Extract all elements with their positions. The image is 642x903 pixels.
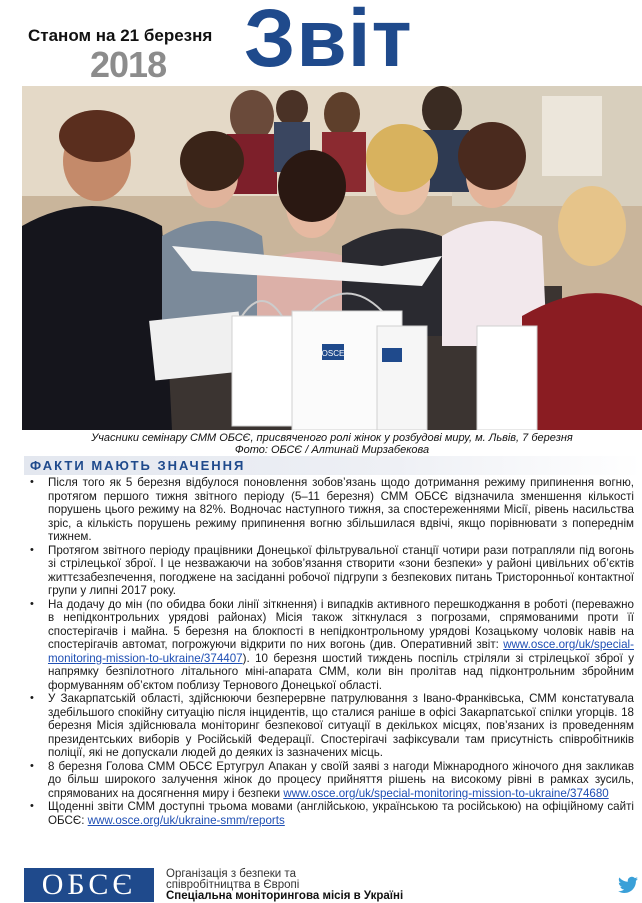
fact-text: Щоденні звіти СММ доступні трьома мовами (англійською, українською та російською) на офіційному сайті ОБСЄ: xyxy=(48,800,634,827)
facts-section-heading xyxy=(24,456,642,475)
fact-item xyxy=(24,544,634,598)
twitter-icon[interactable] xyxy=(618,876,638,894)
report-header xyxy=(0,0,642,86)
fact-text-continued: ). 10 березня шостий тиждень поспіль стріляли зі стрілецької зброї у напрямку безпілотного літального міні-апарата СММ, коли він пролітав над підконтрольним збройним формуванням об’єктом поблизу Тернового Донецької області. xyxy=(48,651,634,692)
report-year: 2018 xyxy=(90,44,167,85)
fact-text: На додачу до мін (по обидва боки лінії зіткнення) і випадків активного перешкоджання в роботі (переважно в непідконтрольних урядові районах) Місія також зіткнулася з погрозами, спрямованими проти її спостерігачів і майна. 5 березня на блокпості в непідконтрольному урядові Козацькому чоловік навів на спостерігачів автомат, погрожуючи відкрити по них вогонь (див. Оперативний звіт: xyxy=(48,597,634,651)
seminar-photo xyxy=(22,86,642,430)
statement-link[interactable]: www.osce.org/uk/special-monitoring-mission-to-ukraine/374680 xyxy=(283,786,609,800)
report-link[interactable]: www.osce.org/uk/special-monitoring-mission-to-ukraine/374407 xyxy=(48,638,634,665)
fact-text: 8 березня Голова СММ ОБСЄ Ертугрул Апакан у своїй заяві з нагоди Міжнародного жіночого дня закликав до більш широкого залучення жінок до процесу прийняття рішень на високому рівні в рамках зусиль, спрямованих на досягнення миру і безпеки xyxy=(48,759,634,800)
bullet-icon: • xyxy=(30,692,34,704)
reports-link[interactable]: www.osce.org/uk/ukraine-smm/reports xyxy=(87,813,285,827)
fact-item xyxy=(24,692,634,760)
report-title: Звіт xyxy=(244,0,413,84)
fact-text: Протягом звітного періоду працівники Донецької фільтрувальної станції чотири рази потрапляли під вогонь зі стрілецької зброї. І це незважаючи на зобов’язання створити «зони безпеки» у районі цивільних об’єктів життєзабезпечення, погоджене на засіданні робочої підгрупи з безпекових питань Тристоронньої контактної групи у липні 2017 року. xyxy=(48,543,634,597)
mission-name: Спеціальна моніторингова місія в Україні xyxy=(166,890,404,902)
status-date: Станом на 21 березня xyxy=(28,26,213,45)
fact-text: У Закарпатській області, здійснюючи безперервне патрулювання з Івано-Франківська, СММ констатувала здебільшого спокійну ситуацію після інцидентів, що сталися раніше в офісі Закарпатської спілки угорців. 18 березня Місія здійснювала моніторинг безпекової ситуації в декількох місцях, пов’язаних із проведенням президентських виборів у Російській Федерації. Спостерігачі зафіксували там присутність співробітників поліції, які не допускали людей до деяких із зазначених місць. xyxy=(48,692,634,759)
org-name-line2: співробітництва в Європі xyxy=(166,879,300,891)
bag-logo-text: OSCE xyxy=(321,349,345,358)
bullet-icon: • xyxy=(30,543,34,556)
fact-item xyxy=(24,760,634,801)
bullet-icon: • xyxy=(30,597,34,610)
caption-description: Учасники семінару СММ ОБСЄ, присвяченого ролі жінок у розбудові миру, м. Львів, 7 березня xyxy=(91,432,573,444)
fact-text: Після того як 5 березня відбулося поновлення зобов’язань щодо дотримання режиму припинення вогню, протягом першого тижня звітного періоду (5–11 березня) СММ ОБСЄ відзначила зменшення кількості порушень цього режиму на 82%. Водночас наступного тижня, за спостереженнями Місії, рівень насильства зріс, а кількість порушень режиму припинення вогню збільшилася вдвічі, якщо порівнювати з попереднім тижнем. xyxy=(48,476,634,543)
section-heading-text: ФАКТИ МАЮТЬ ЗНАЧЕННЯ xyxy=(30,458,246,473)
caption-credit: Фото: ОБСЄ / Алтинай Мирзабекова xyxy=(234,444,430,456)
report-footer xyxy=(0,866,642,903)
fact-item xyxy=(24,800,634,827)
fact-item xyxy=(24,476,634,544)
photo-caption xyxy=(22,432,642,456)
facts-list xyxy=(24,476,634,827)
osce-logo: ОБСЄ xyxy=(24,868,154,902)
org-name-line1: Організація з безпеки та xyxy=(166,868,296,880)
fact-item xyxy=(24,598,634,693)
bullet-icon: • xyxy=(30,759,34,772)
bullet-icon: • xyxy=(30,476,34,488)
bullet-icon: • xyxy=(30,800,34,812)
